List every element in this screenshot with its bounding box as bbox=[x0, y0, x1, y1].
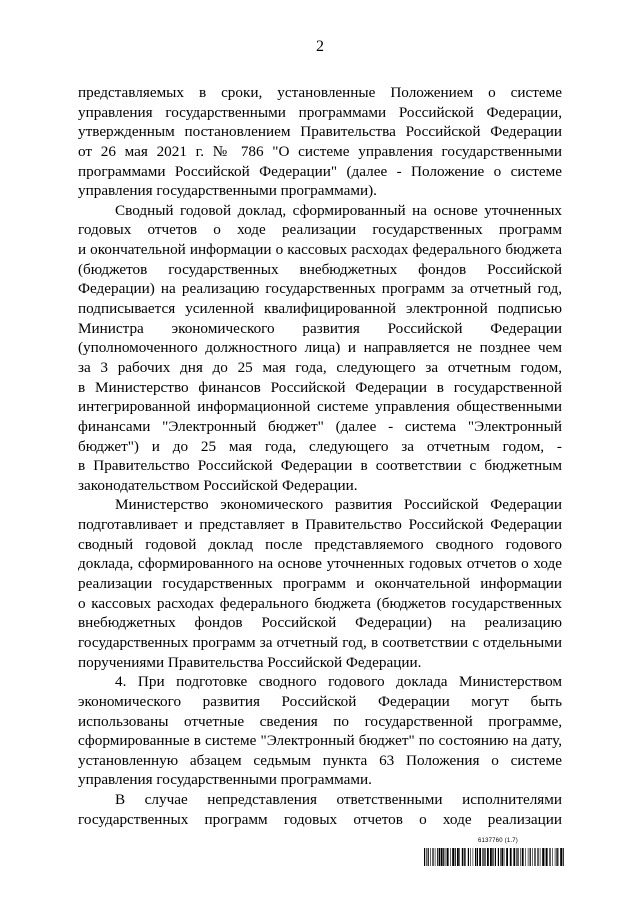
barcode-bar bbox=[470, 848, 471, 866]
barcode-bar bbox=[462, 848, 463, 866]
barcode-bar bbox=[504, 848, 505, 866]
barcode-bar bbox=[428, 848, 429, 866]
text-line: В случае непредставления ответственными исполнителями bbox=[115, 791, 562, 809]
barcode-bar bbox=[490, 848, 492, 866]
barcode-bar bbox=[501, 848, 503, 866]
text-line: программами Российской Федерации" (далее - Положение о системе bbox=[78, 162, 562, 180]
barcode-bar bbox=[483, 848, 484, 866]
barcode-bar bbox=[525, 848, 526, 866]
text-line: сводный годовой доклад после представляемого сводного годового bbox=[78, 535, 562, 553]
barcode-bar bbox=[477, 848, 478, 866]
barcode-bar bbox=[549, 848, 550, 866]
barcode-bar bbox=[430, 848, 431, 866]
barcode-bar bbox=[546, 848, 548, 866]
text-line: бюджет") и до 25 мая года, следующего за отчетным годом, - bbox=[78, 437, 562, 455]
barcode-bar bbox=[495, 848, 496, 866]
text-line: Федерации) на реализацию государственных программ за отчетный год, bbox=[78, 280, 562, 298]
page-number: 2 bbox=[316, 38, 324, 55]
barcode-bar bbox=[513, 848, 515, 866]
barcode-bar bbox=[447, 848, 449, 866]
text-line: от 26 мая 2021 г. № 786 "О системе управления государственными bbox=[78, 142, 562, 160]
text-line: внебюджетных фондов Российской Федерации) на реализацию bbox=[78, 614, 562, 632]
body-text bbox=[78, 83, 562, 829]
text-line: за 3 рабочих дня до 25 мая года, следующего за отчетным годом, bbox=[78, 358, 562, 376]
barcode-bar bbox=[563, 848, 564, 866]
text-line: финансами "Электронный бюджет" (далее - система "Электронный bbox=[78, 417, 562, 435]
barcode-bar bbox=[518, 848, 519, 866]
barcode-bar bbox=[500, 848, 501, 866]
text-line: доклада, сформированного на основе уточненных годовых отчетов о ходе bbox=[78, 555, 562, 573]
barcode-bar bbox=[452, 848, 454, 866]
text-line: в Правительство Российской Федерации в соответствии с бюджетным bbox=[78, 457, 562, 475]
barcode-bar bbox=[522, 848, 524, 866]
text-line: законодательством Российской Федерации. bbox=[78, 476, 358, 494]
text-line: (бюджетов государственных внебюджетных фондов Российской bbox=[78, 260, 562, 278]
barcode-bar bbox=[426, 848, 427, 866]
text-line: Министерство экономического развития Российской Федерации bbox=[115, 496, 562, 514]
barcode-bar bbox=[555, 848, 556, 866]
barcode-bar bbox=[560, 848, 562, 866]
text-line: экономического развития Российской Федерации могут быть bbox=[78, 692, 562, 710]
barcode-image bbox=[424, 848, 564, 866]
barcode-bar bbox=[473, 848, 474, 866]
text-line: 4. При подготовке сводного годового доклада Министерством bbox=[115, 673, 562, 691]
text-line: управления государственными программами. bbox=[78, 771, 372, 789]
text-line: установленную абзацем седьмым пункта 63 Положения о системе bbox=[78, 751, 562, 769]
text-line: в Министерство финансов Российской Федерации в государственной bbox=[78, 378, 562, 396]
text-line: Министра экономического развития Российской Федерации bbox=[78, 319, 562, 337]
barcode-bar bbox=[534, 848, 535, 866]
text-line: реализации государственных программ и окончательной информации bbox=[78, 575, 562, 593]
barcode-bar bbox=[545, 848, 546, 866]
text-line: управления государственными программами). bbox=[78, 182, 377, 200]
barcode-bar bbox=[450, 848, 451, 866]
text-line: (уполномоченного должностного лица) и направляется не позднее чем bbox=[78, 339, 562, 357]
barcode-bar bbox=[479, 848, 481, 866]
barcode-bar bbox=[552, 848, 553, 866]
barcode-bar bbox=[540, 848, 541, 866]
text-line: использованы отчетные сведения по государственной программе, bbox=[78, 712, 562, 730]
barcode-bar bbox=[492, 848, 493, 866]
barcode-bar bbox=[482, 848, 483, 866]
text-line: государственных программ за отчетный год, в соответствии с отдельными bbox=[78, 633, 562, 651]
barcode-bar bbox=[441, 848, 443, 866]
text-line: подписывается усиленной квалифицированной электронной подписью bbox=[78, 300, 562, 318]
barcode-bar bbox=[542, 848, 544, 866]
barcode-bar bbox=[528, 848, 529, 866]
barcode-bar bbox=[506, 848, 508, 866]
text-line: сформированные в системе "Электронный бюджет" по состоянию на дату, bbox=[78, 732, 562, 750]
barcode-bar bbox=[457, 848, 459, 866]
barcode-bar bbox=[530, 848, 531, 866]
barcode-bar bbox=[435, 848, 436, 866]
barcode-bar bbox=[459, 848, 460, 866]
barcode-bar bbox=[465, 848, 466, 866]
text-line: государственных программ годовых отчетов о ходе реализации bbox=[78, 810, 562, 828]
text-line: Сводный годовой доклад, сформированный на основе уточненных bbox=[115, 201, 562, 219]
barcode-code: 6137760 (1.7) bbox=[478, 838, 518, 844]
text-line: представляемых в сроки, установленные Положением о системе bbox=[78, 84, 562, 101]
barcode-bar bbox=[498, 848, 499, 866]
barcode-bar bbox=[510, 848, 512, 866]
text-line: поручениями Правительства Российской Федерации. bbox=[78, 653, 422, 671]
barcode-bar bbox=[475, 848, 476, 866]
barcode-bar bbox=[557, 848, 558, 866]
text-line: годовых отчетов о ходе реализации государственных программ bbox=[78, 221, 562, 239]
barcode-bar bbox=[537, 848, 538, 866]
barcode-bar bbox=[520, 848, 521, 866]
barcode-bar bbox=[485, 848, 486, 866]
text-line: подготавливает и представляет в Правительство Российской Федерации bbox=[78, 516, 562, 534]
barcode-bar bbox=[516, 848, 517, 866]
barcode-bar bbox=[446, 848, 447, 866]
text-line: и окончательной информации о кассовых расходах федерального бюджета bbox=[78, 241, 562, 259]
text-line: интегрированной информационной системе управления общественными bbox=[78, 398, 562, 416]
barcode-bar bbox=[443, 848, 444, 866]
barcode-bar bbox=[432, 848, 433, 866]
barcode-bar bbox=[424, 848, 425, 866]
barcode-bar bbox=[437, 848, 438, 866]
barcode-bar bbox=[455, 848, 456, 866]
text-line: утвержденным постановлением Правительства Российской Федерации bbox=[78, 123, 562, 141]
barcode-bar bbox=[487, 848, 489, 866]
barcode-bar bbox=[439, 848, 440, 866]
barcode-bar bbox=[556, 848, 557, 866]
barcode-bar bbox=[532, 848, 533, 866]
barcode-bar bbox=[464, 848, 465, 866]
barcode-bar bbox=[468, 848, 469, 866]
text-line: управления государственными программами Российской Федерации, bbox=[78, 103, 562, 121]
text-line: о кассовых расходах федерального бюджета (бюджетов государственных bbox=[78, 594, 562, 612]
